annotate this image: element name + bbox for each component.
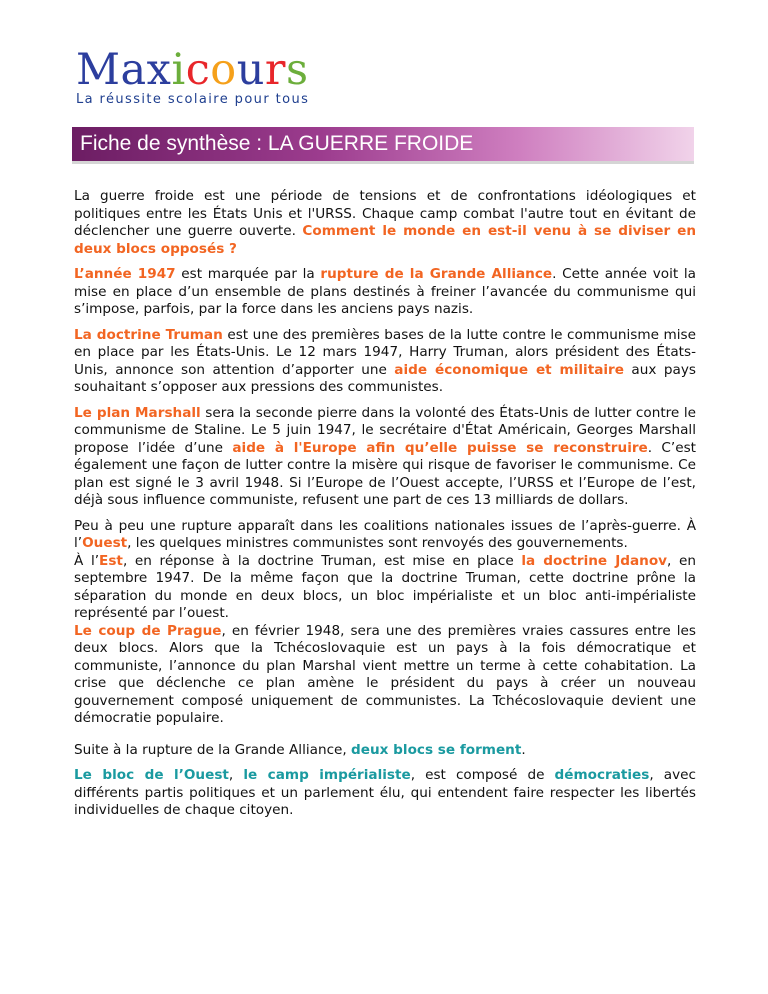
body-text: , en février 1948, sera une des premières vraies cassures entre les deux blocs. Alors que la Tchécoslovaquie est un pays à la fois démocratique et communiste, l’annonce du plan Marshal vient mettre un terme à cette cohabitation. La crise que déclenche ce plan amène le président du pays à créer un nouveau gouvernement composé uniquement de communistes. La Tchécoslovaquie devient une démocratie populaire. (74, 622, 696, 726)
highlighted-text: le camp impérialiste (243, 767, 411, 783)
highlighted-text: aide à l'Europe afin qu’elle puisse se reconstruire (232, 439, 648, 456)
logo-letter: M (76, 45, 121, 95)
body-text: , les quelques ministres communistes sont renvoyés des gouvernements. (127, 535, 628, 551)
maxicours-logo[interactable] (76, 46, 346, 107)
logo-letter: c (185, 45, 211, 95)
body-text: est marquée par la (175, 266, 321, 282)
logo-letter: u (236, 45, 265, 95)
highlighted-text: Comment le monde en est-il venu à se diviser en deux blocs opposés ? (74, 223, 696, 257)
highlighted-text: deux blocs se forment (351, 741, 522, 758)
paragraph (74, 405, 696, 510)
body-text: , en réponse à la doctrine Truman, est mise en place (122, 552, 522, 569)
paragraph (74, 266, 696, 319)
logo-tagline: La réussite scolaire pour tous (76, 92, 310, 107)
body-text: sera la seconde pierre dans la volonté des États-Unis de lutter contre le communisme de Staline. Le 5 juin 1947, le secrétaire d'État Américain, Georges Marshall propose l’idée d’une (74, 404, 696, 456)
body-text: À l’ (74, 552, 100, 569)
logo-letter: o (210, 45, 237, 95)
paragraph (74, 188, 696, 258)
highlighted-text: Le plan Marshall (74, 404, 201, 421)
logo-letter: x (146, 45, 172, 95)
paragraph (74, 767, 696, 820)
highlighted-text: Ouest (82, 535, 128, 551)
body-text: , en septembre 1947. De la même façon que la doctrine Truman, cette doctrine prône la séparation du monde en deux blocs, un bloc impérialiste et un bloc anti-impérialiste représenté par l’ouest. (74, 552, 696, 621)
highlighted-text: démocraties (554, 767, 650, 783)
highlighted-text: aide économique et militaire (394, 361, 624, 378)
body-text: , est composé de (410, 767, 555, 783)
logo-letter: a (120, 45, 147, 95)
body-text: . C’est également une façon de lutter contre la misère qui risque de favoriser le communisme. Ce plan est signé le 3 avril 1948. Si l’Europe de l’Ouest accepte, l’URSS et l’Europe de l’est, déjà sous influence communiste, refusent une part de ces 13 milliards de dollars. (74, 439, 697, 508)
logo-letter: i (171, 45, 186, 95)
body-text: , avec différents partis politiques et un parlement élu, qui entendent faire respecter les libertés individuelles de chaque citoyen. (74, 767, 696, 818)
body-text: aux pays souhaitant s’opposer aux pressions des communistes. (74, 361, 696, 395)
highlighted-text: La doctrine Truman (74, 326, 223, 343)
body-text: Peu à peu une rupture apparaît dans les coalitions nationales issues de l’après-guerre. À l’ (74, 517, 696, 551)
logo-letter: r (264, 45, 286, 95)
paragraph (74, 327, 696, 397)
highlighted-text: L’année 1947 (74, 266, 176, 282)
body-text: . (521, 741, 526, 758)
paragraph (74, 623, 696, 728)
logo-letter: s (285, 45, 309, 95)
highlighted-text: Est (99, 552, 123, 569)
paragraph (74, 742, 696, 760)
body-text: . Cette année voit la mise en place d’un ensemble de plans destinés à freiner l’avancée du communisme qui s’impose, parfois, par la force dans les anciens pays nazis. (74, 266, 696, 317)
highlighted-text: la doctrine Jdanov (521, 552, 668, 569)
paragraph (74, 553, 696, 623)
highlighted-text: Le coup de Prague (74, 622, 222, 639)
body-text: , (228, 767, 244, 783)
body-text: est une des premières bases de la lutte contre le communisme mise en place par les États-Unis. Le 12 mars 1947, Harry Truman, alors président des États-Unis, annonce son attention d’apporter une (74, 326, 696, 378)
highlighted-text: Le bloc de l’Ouest (74, 767, 229, 783)
paragraph (74, 518, 696, 553)
logo-wordmark (76, 46, 346, 94)
highlighted-text: rupture de la Grande Alliance (320, 266, 553, 282)
page-title: Fiche de synthèse : LA GUERRE FROIDE (80, 132, 474, 155)
body-text: La guerre froide est une période de tensions et de confrontations idéologiques et politiques entre les États Unis et l'URSS. Chaque camp combat l'autre tout en évitant de déclencher une guerre ouverte. (74, 188, 696, 239)
title-banner (72, 127, 694, 164)
body-text: Suite à la rupture de la Grande Alliance, (74, 741, 352, 758)
document-body (74, 188, 696, 828)
